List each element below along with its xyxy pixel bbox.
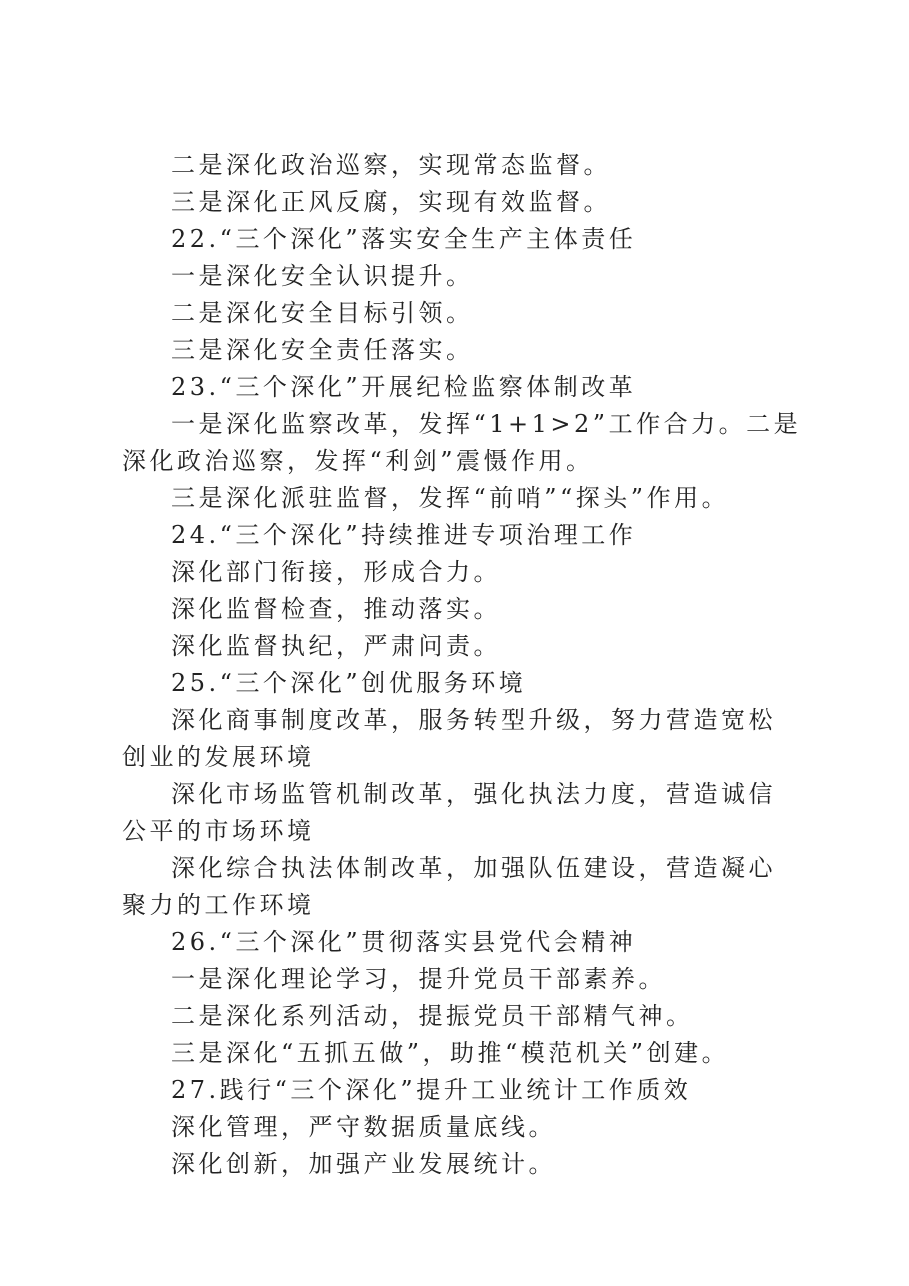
paragraph: 深化监督执纪，严肃问责。	[171, 632, 501, 660]
section-heading: 25.“三个深化”创优服务环境	[171, 669, 527, 697]
paragraph: 三是深化正风反腐，实现有效监督。	[171, 188, 611, 216]
paragraph: 一是深化安全认识提升。	[171, 262, 474, 290]
paragraph: 深化部门衔接，形成合力。	[171, 558, 501, 586]
section-heading: 22.“三个深化”落实安全生产主体责任	[171, 225, 637, 253]
paragraph: 一是深化理论学习，提升党员干部素养。	[171, 965, 666, 993]
paragraph: 二是深化系列活动，提振党员干部精气神。	[171, 1002, 694, 1030]
paragraph: 深化管理，严守数据质量底线。	[171, 1113, 556, 1141]
paragraph: 深化监督检查，推动落实。	[171, 595, 501, 623]
paragraph: 三是深化安全责任落实。	[171, 336, 474, 364]
paragraph: 深化综合执法体制改革，加强队伍建设，营造凝心聚力的工作环境	[122, 854, 776, 919]
paragraph: 深化商事制度改革，服务转型升级，努力营造宽松创业的发展环境	[122, 706, 776, 771]
section-heading: 26.“三个深化”贯彻落实县党代会精神	[171, 928, 637, 956]
paragraph: 三是深化派驻监督，发挥“前哨”“探头”作用。	[171, 484, 730, 512]
section-heading: 24.“三个深化”持续推进专项治理工作	[171, 521, 637, 549]
paragraph: 三是深化“五抓五做”，助推“模范机关”创建。	[171, 1039, 730, 1067]
paragraph: 一是深化监察改革，发挥“1+1>2”工作合力。二是深化政治巡察，发挥“利剑”震慑作用。	[122, 410, 802, 475]
section-heading: 23.“三个深化”开展纪检监察体制改革	[171, 373, 637, 401]
paragraph: 二是深化安全目标引领。	[171, 299, 474, 327]
document-body	[122, 147, 802, 1183]
paragraph: 二是深化政治巡察，实现常态监督。	[171, 151, 611, 179]
section-heading: 27.践行“三个深化”提升工业统计工作质效	[171, 1076, 692, 1104]
paragraph: 深化市场监管机制改革，强化执法力度，营造诚信公平的市场环境	[122, 780, 776, 845]
paragraph: 深化创新，加强产业发展统计。	[171, 1150, 556, 1178]
